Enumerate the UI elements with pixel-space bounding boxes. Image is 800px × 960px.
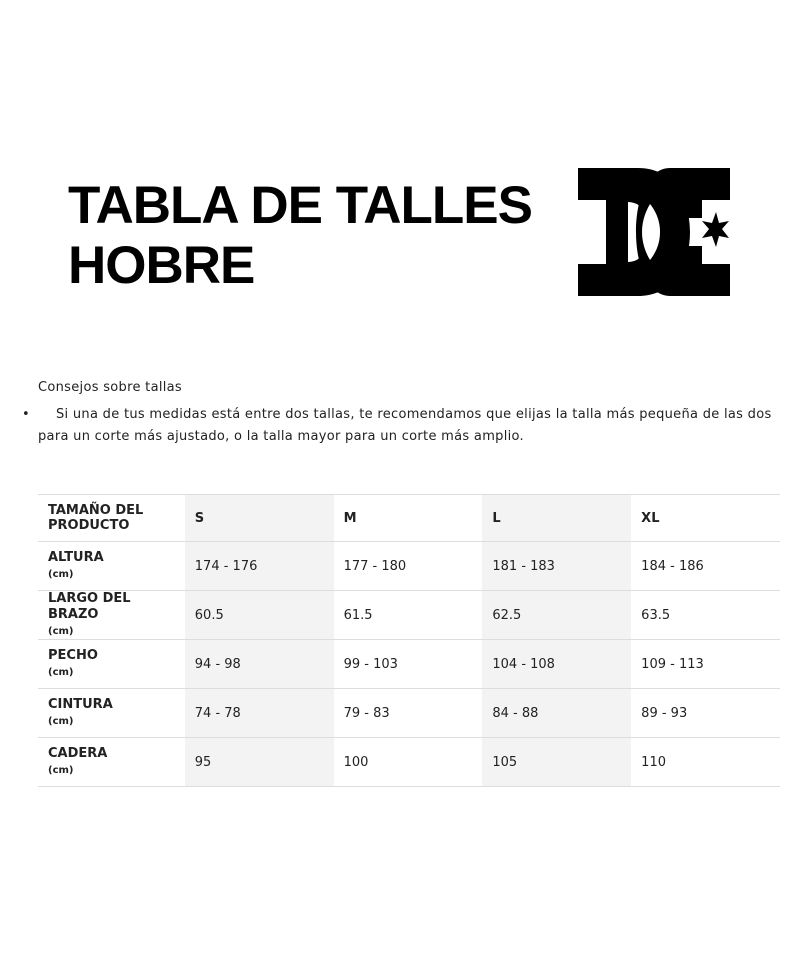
header-product-size-line-2: PRODUCTO [48, 518, 130, 533]
size-chart-table [38, 494, 780, 787]
table-row [38, 542, 780, 591]
table-row [38, 591, 780, 640]
row-label: PECHO [48, 648, 98, 663]
row-unit: (cm) [48, 716, 74, 727]
page-title-line-1: TABLA DE TALLES [68, 176, 532, 235]
tips-list-item: • Si una de tus medidas está entre dos tallas, te recomendamos que elijas la talla más pequeña de las dos para un corte más ajustado, o la talla mayor para un corte más amplio. [38, 404, 783, 448]
dc-shoes-logo-icon [578, 168, 730, 296]
row-label: CINTURA [48, 697, 113, 712]
table-cell: 100 [334, 738, 483, 787]
table-row [38, 640, 780, 689]
row-unit: (cm) [48, 667, 74, 678]
table-cell: 184 - 186 [631, 542, 780, 591]
row-label: CADERA [48, 746, 108, 761]
size-tips [38, 378, 783, 448]
header-size-l: L [482, 495, 631, 542]
table-cell: 177 - 180 [334, 542, 483, 591]
tips-heading: Consejos sobre tallas [38, 380, 183, 395]
header-size-xl: XL [631, 495, 780, 542]
row-label-cell [38, 689, 185, 738]
row-unit: (cm) [48, 569, 74, 580]
page-title [68, 176, 532, 296]
table-cell: 63.5 [631, 591, 780, 640]
table-cell: 181 - 183 [482, 542, 631, 591]
row-unit: (cm) [48, 765, 74, 776]
header-product-size [38, 495, 185, 542]
row-label-cell [38, 738, 185, 787]
table-cell: 84 - 88 [482, 689, 631, 738]
table-cell: 99 - 103 [334, 640, 483, 689]
table-cell: 109 - 113 [631, 640, 780, 689]
table-cell: 61.5 [334, 591, 483, 640]
table-header-row [38, 495, 780, 542]
header-size-m: M [334, 495, 483, 542]
header-size-s: S [185, 495, 334, 542]
table-cell: 89 - 93 [631, 689, 780, 738]
row-label-cell [38, 591, 185, 640]
row-label: ALTURA [48, 550, 104, 565]
row-label-cell [38, 640, 185, 689]
table-cell: 79 - 83 [334, 689, 483, 738]
table-cell: 110 [631, 738, 780, 787]
row-label: LARGO DEL BRAZO [48, 591, 131, 622]
table-cell: 74 - 78 [185, 689, 334, 738]
row-unit: (cm) [48, 626, 74, 637]
table-cell: 174 - 176 [185, 542, 334, 591]
table-cell: 104 - 108 [482, 640, 631, 689]
table-cell: 95 [185, 738, 334, 787]
table-cell: 60.5 [185, 591, 334, 640]
tips-list [38, 404, 783, 448]
table-cell: 94 - 98 [185, 640, 334, 689]
table-cell: 62.5 [482, 591, 631, 640]
table-row [38, 689, 780, 738]
table-row [38, 738, 780, 787]
header-product-size-line-1: TAMAÑO DEL [48, 503, 144, 518]
row-label-cell [38, 542, 185, 591]
page-title-line-2: HOBRE [68, 236, 255, 295]
table-cell: 105 [482, 738, 631, 787]
